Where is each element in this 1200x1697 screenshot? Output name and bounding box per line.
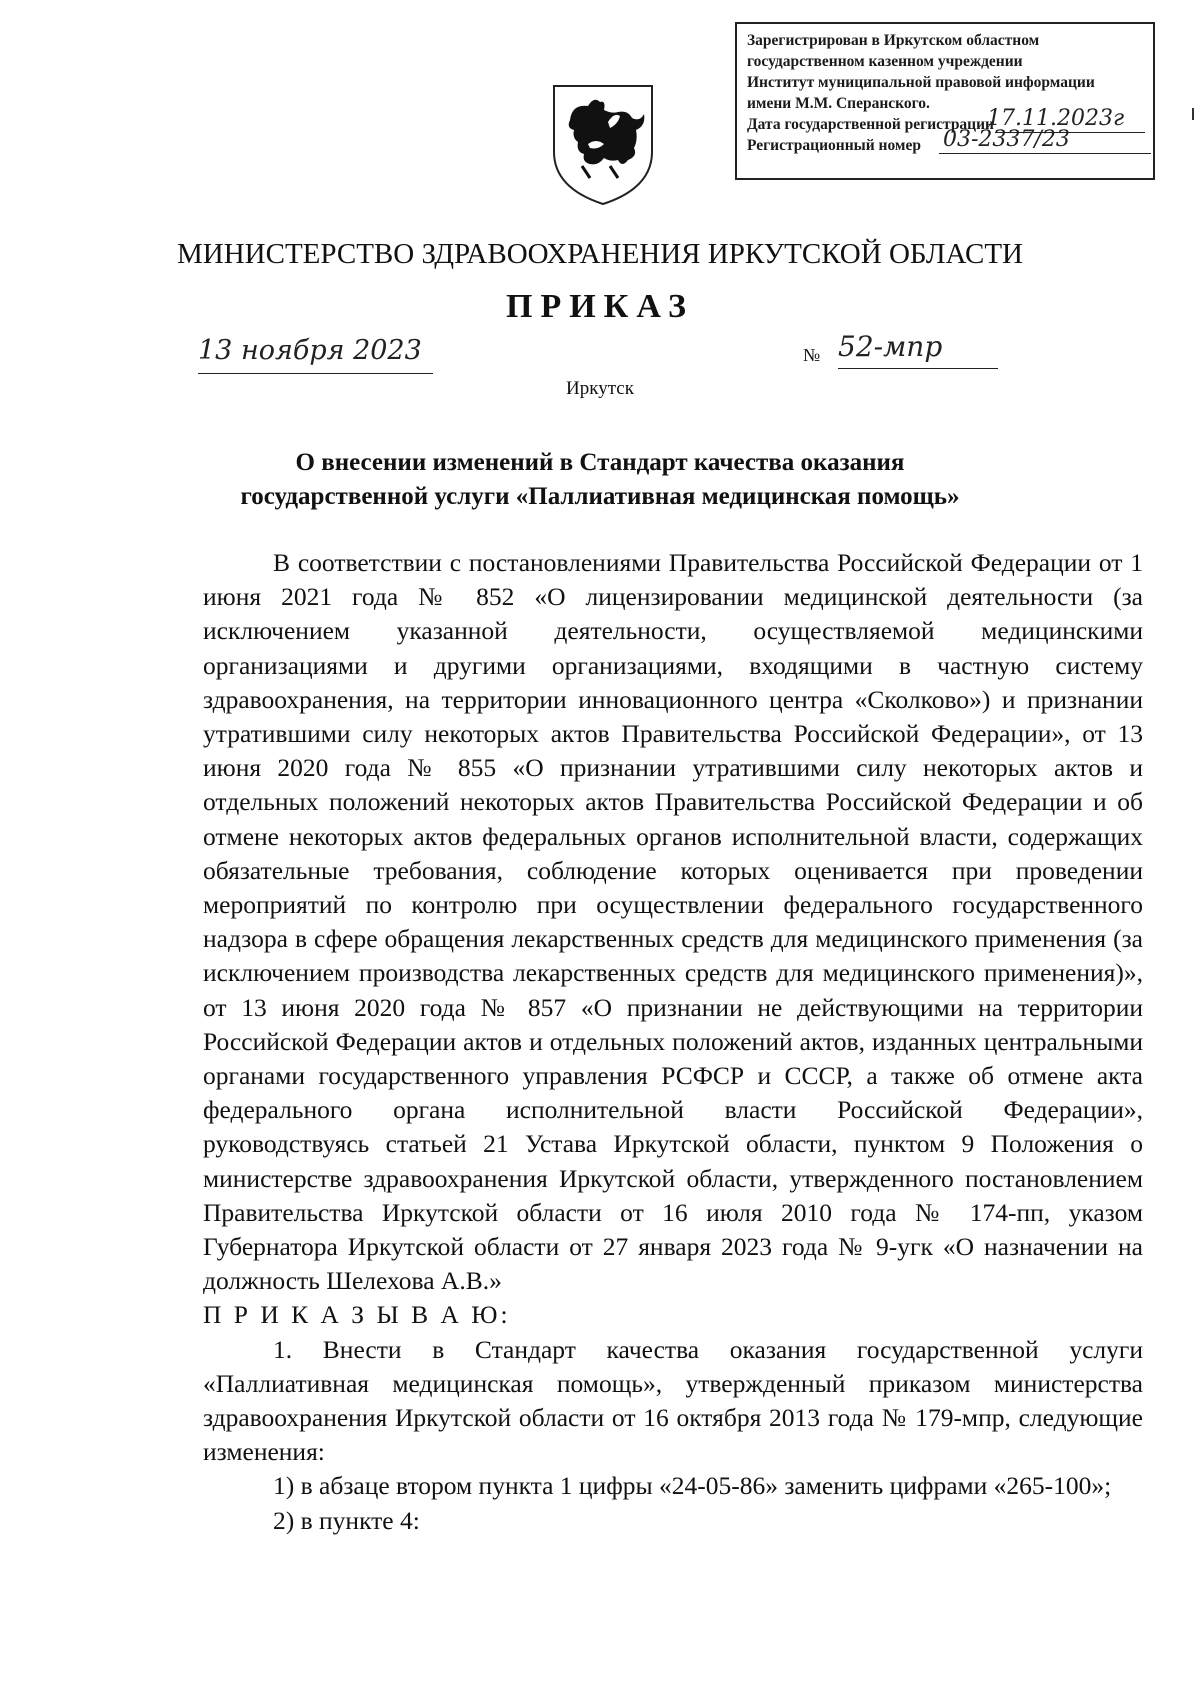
registration-line-3: Институт муниципальной правовой информации <box>747 74 1095 91</box>
item-1-paragraph: 1. Внести в Стандарт качества оказания государственной услуги «Паллиативная медицинская помощь», утвержденный приказом министерства здравоохранения Иркутской области от 16 октября 2013 года № 179-мпр, следующие изменения: <box>203 1334 1143 1467</box>
coat-of-arms-icon <box>548 82 658 208</box>
title-line-2: государственной услуги «Паллиативная медицинская помощь» <box>240 483 960 510</box>
edge-mark <box>1192 108 1200 120</box>
registration-date-value: 17.11.2023г <box>987 106 1125 131</box>
registration-stamp <box>735 22 1155 180</box>
ministry-name: МИНИСТЕРСТВО ЗДРАВООХРАНЕНИЯ ИРКУТСКОЙ ОБЛАСТИ <box>177 238 1023 270</box>
registration-line-2: государственном казенном учреждении <box>747 53 1023 70</box>
document-title <box>150 446 1050 514</box>
document-type: ПРИКАЗ <box>506 288 694 325</box>
registration-number-value: 03-2337/23 <box>943 127 1070 152</box>
document-city: Иркутск <box>566 378 634 399</box>
title-line-1: О внесении изменений в Стандарт качества оказания <box>295 449 905 476</box>
order-word: П Р И К А З Ы В А Ю: <box>203 1300 511 1330</box>
document-number-label: № <box>803 345 821 365</box>
document-date-handwritten: 13 ноября 2023 <box>198 335 433 374</box>
item-1-subitem-2: 2) в пункте 4: <box>273 1505 420 1535</box>
document-number-handwritten: 52-мпр <box>838 330 998 369</box>
registration-line-4: имени М.М. Сперанского. <box>747 95 930 112</box>
registration-date-label: Дата государственной регистрации <box>747 116 994 133</box>
registration-number-row <box>747 127 1143 156</box>
document-body <box>203 546 1143 1538</box>
registration-number-label: Регистрационный номер <box>747 137 921 154</box>
item-1-subitem-1: 1) в абзаце втором пункта 1 цифры «24-05-86» заменить цифрами «265-100»; <box>273 1471 1112 1501</box>
preamble-paragraph: В соответствии с постановлениями Правительства Российской Федерации от 1 июня 2021 года № 852 «О лицензировании медицинской деятельности (за исключением указанной деятельности, осуществляемой медицинскими организациями и другими организациями, входящими в частную систему здравоохранения, на территории инновационного центра «Сколково») и признании утратившими силу некоторых актов Правительства Российской Федерации», от 13 июня 2020 года № 855 «О признании утратившими силу некоторых актов и отдельных положений некоторых актов Правительства Российской Федерации и об отмене некоторых актов федеральных органов исполнительной власти, содержащих обязательные требования, соблюдение которых оценивается при проведении мероприятий по контролю при осуществлении федерального государственного надзора в сфере обращения лекарственных средств для медицинского применения (за исключением производства лекарственных средств для медицинского применения)», от 13 июня 2020 года № 857 «О признании не действующими на территории Российской Федерации актов и отдельных положений актов, изданных центральными органами государственного управления РСФСР и СССР, а также об отмене акта федерального органа исполнительной власти Российской Федерации», руководствуясь статьей 21 Устава Иркутской области, пунктом 9 Положения о министерстве здравоохранения Иркутской области, утвержденного постановлением Правительства Иркутской области от 16 июля 2010 года № 174-пп, указом Губернатора Иркутской области от 27 января 2023 года № 9-угк «О назначении на должность Шелехова А.В.» <box>203 548 1143 1296</box>
registration-line-1: Зарегистрирован в Иркутском областном <box>747 32 1040 49</box>
